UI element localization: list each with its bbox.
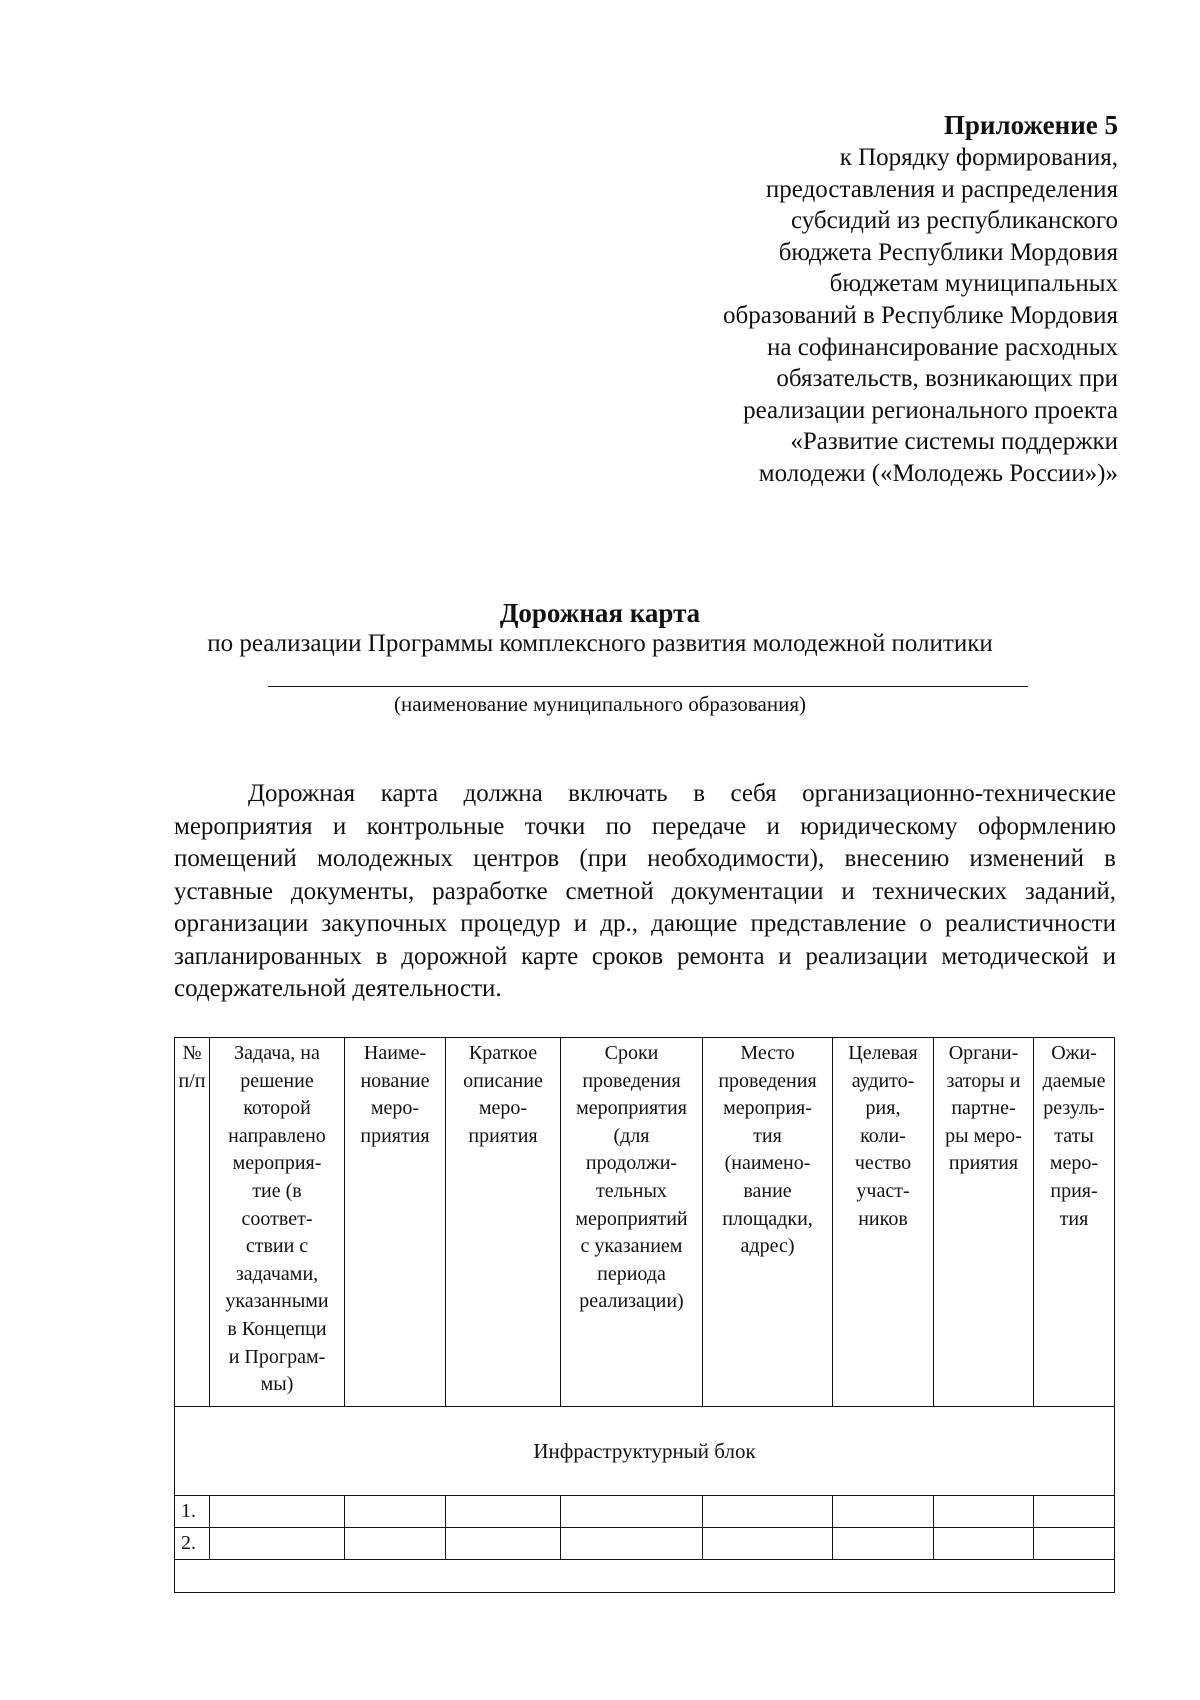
appendix-line: субсидий из республиканского [790,207,1118,235]
header-text: Сроки проведения мероприятия (для продолжи- тельных мероприятий с указанием периода реализации) [575,1042,688,1313]
header-cell [703,1038,833,1407]
row-number: 1. [175,1496,210,1528]
table-cell [446,1496,561,1528]
table-cell [561,1496,703,1528]
municipality-caption: (наименование муниципального образования) [393,692,807,716]
table-header-row [175,1038,1115,1407]
table-cell [833,1496,934,1528]
header-text: № п/п [178,1042,206,1092]
table-row [175,1528,1115,1560]
table-cell [934,1496,1034,1528]
table-cell [703,1496,833,1528]
header-text: Задача, на решение которой направлено мероприя- тие (в соответ- ствии с задачами, указанными в Концепци и Програм- мы) [225,1042,329,1396]
document-subtitle: по реализации Программы комплексного развития молодежной политики [207,630,993,657]
appendix-title: Приложение 5 [943,110,1118,140]
table-cell [703,1528,833,1560]
header-cell [175,1038,210,1407]
table-row [175,1496,1115,1528]
document-title: Дорожная карта [499,598,701,628]
header-cell [345,1038,446,1407]
appendix-line: предоставления и распределения [765,175,1118,203]
header-cell [446,1038,561,1407]
header-text: Целевая аудито- рия, коли- чество участ- ников [848,1042,918,1230]
header-text: Наиме- нование меро- приятия [360,1042,430,1147]
header-cell [833,1038,934,1407]
table-cell [175,1560,1115,1593]
appendix-line: образований в Республике Мордовия [723,301,1118,329]
appendix-line: реализации регионального проекта [743,396,1118,424]
appendix-line: к Порядку формирования, [839,144,1118,171]
table-cell [561,1528,703,1560]
header-text: Органи- заторы и партне- ры меро- приятия [945,1042,1022,1175]
table-cell [833,1528,934,1560]
municipality-blank-line [268,686,1028,687]
appendix-line: бюджетам муниципальных [829,270,1118,298]
header-cell [1034,1038,1115,1407]
header-cell [210,1038,345,1407]
table-cell [210,1528,345,1560]
appendix-line: молодежи («Молодежь России»)» [758,459,1118,487]
roadmap-table [174,1037,1115,1593]
header-text: Краткое описание меро- приятия [463,1042,543,1147]
table-cell [1034,1496,1115,1528]
table-cell [345,1496,446,1528]
appendix-line: «Развитие системы поддержки [790,428,1118,456]
header-text: Место проведения мероприя- тия (наимено- вание площадки, адрес) [718,1042,817,1258]
appendix-line: бюджета Республики Мордовия [778,238,1118,266]
block-label: Инфраструктурный блок [175,1407,1115,1496]
header-cell [561,1038,703,1407]
header-cell [934,1038,1034,1407]
header-text: Ожи- даемые резуль- таты меро- прия- тия [1042,1042,1106,1230]
table-cell [210,1496,345,1528]
table-cell [934,1528,1034,1560]
appendix-line: на софинансирование расходных [767,333,1118,361]
appendix-line: обязательств, возникающих при [776,365,1118,393]
table-cell [446,1528,561,1560]
table-cell [345,1528,446,1560]
row-number: 2. [175,1528,210,1560]
table-block-row [175,1407,1115,1496]
table-cell [1034,1528,1115,1560]
intro-paragraph: Дорожная карта должна включать в себя организационно-технические мероприятия и контрольные точки по передаче и юридическому оформлению помещений молодежных центров (при необходимости), внесению изменений в уставные документы, разработке сметной документации и технических заданий, организации закупочных процедур и др., дающие представление о реалистичности запланированных в дорожной карте сроков ремонта и реализации методической и содержательной деятельности. [174,780,1116,1002]
appendix-header [558,108,1118,490]
table-empty-row [175,1560,1115,1593]
